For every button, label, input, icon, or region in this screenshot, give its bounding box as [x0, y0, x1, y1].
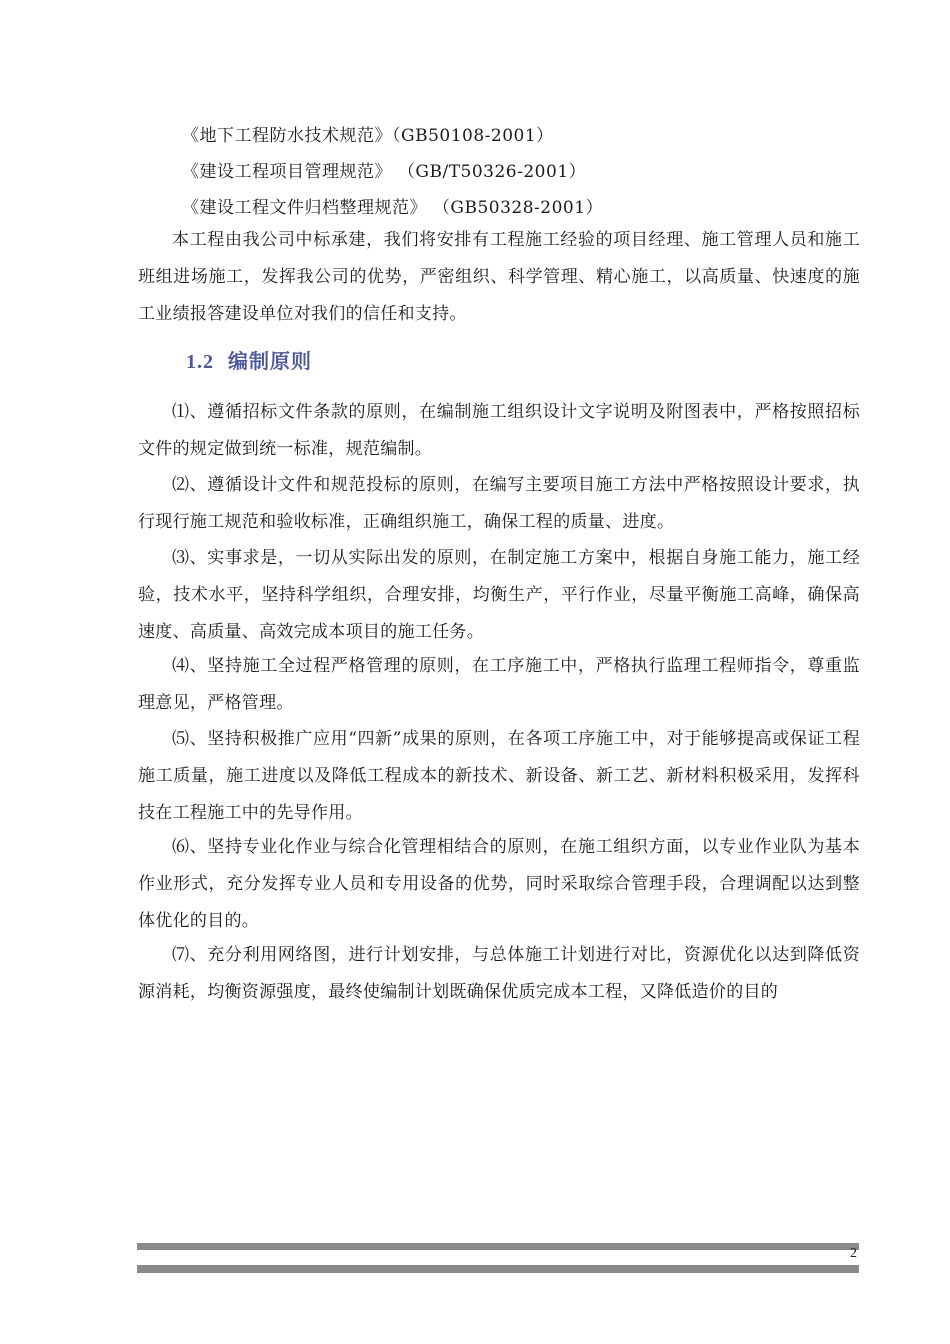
principle-6: ⑹、坚持专业化作业与综合化管理相结合的原则，在施工组织方面，以专业作业队为基本作业形式，充分发挥专业人员和专用设备的优势，同时采取综合管理手段，合理调配以达到整体优化的目的。 — [138, 837, 860, 931]
footer-rule-bottom — [137, 1265, 859, 1273]
principle-1: ⑴、遵循招标文件条款的原则，在编制施工组织设计文字说明及附图表中，严格按照招标文件的规定做到统一标准，规范编制。 — [138, 402, 860, 459]
principle-2: ⑵、遵循设计文件和规范投标的原则，在编写主要项目施工方法中严格按照设计要求，执行现行施工规范和验收标准，正确组织施工，确保工程的质量、进度。 — [138, 475, 860, 532]
reference-standard-2: 《建设工程项目管理规范》 （GB/T50326-2001） — [182, 162, 587, 182]
principle-7: ⑺、充分利用网络图，进行计划安排，与总体施工计划进行对比，资源优化以达到降低资源消耗，均衡资源强度，最终使编制计划既确保优质完成本工程，又降低造价的目的 — [138, 945, 860, 1002]
section-number: 1.2 — [186, 351, 214, 373]
reference-standard-3: 《建设工程文件归档整理规范》 （GB50328-2001） — [182, 198, 604, 218]
section-title: 编制原则 — [228, 349, 312, 373]
page-number: 2 — [850, 1246, 857, 1261]
section-heading — [186, 345, 312, 374]
footer-rule-top — [137, 1243, 859, 1250]
principle-4: ⑷、坚持施工全过程严格管理的原则，在工序施工中，严格执行监理工程师指令，尊重监理意见，严格管理。 — [138, 656, 860, 713]
principle-5: ⑸、坚持积极推广应用“四新”成果的原则，在各项工序施工中，对于能够提高或保证工程施工质量，施工进度以及降低工程成本的新技术、新设备、新工艺、新材料积极采用，发挥科技在工程施工中的先导作用。 — [138, 729, 860, 823]
principle-3: ⑶、实事求是，一切从实际出发的原则，在制定施工方案中，根据自身施工能力，施工经验，技术水平，坚持科学组织，合理安排，均衡生产，平行作业，尽量平衡施工高峰，确保高速度、高质量、高效完成本项目的施工任务。 — [138, 548, 860, 642]
reference-standard-1: 《地下工程防水技术规范》（GB50108-2001） — [182, 126, 554, 146]
intro-paragraph: 本工程由我公司中标承建，我们将安排有工程施工经验的项目经理、施工管理人员和施工班组进场施工，发挥我公司的优势，严密组织、科学管理、精心施工，以高质量、快速度的施工业绩报答建设单位对我们的信任和支持。 — [138, 230, 860, 324]
